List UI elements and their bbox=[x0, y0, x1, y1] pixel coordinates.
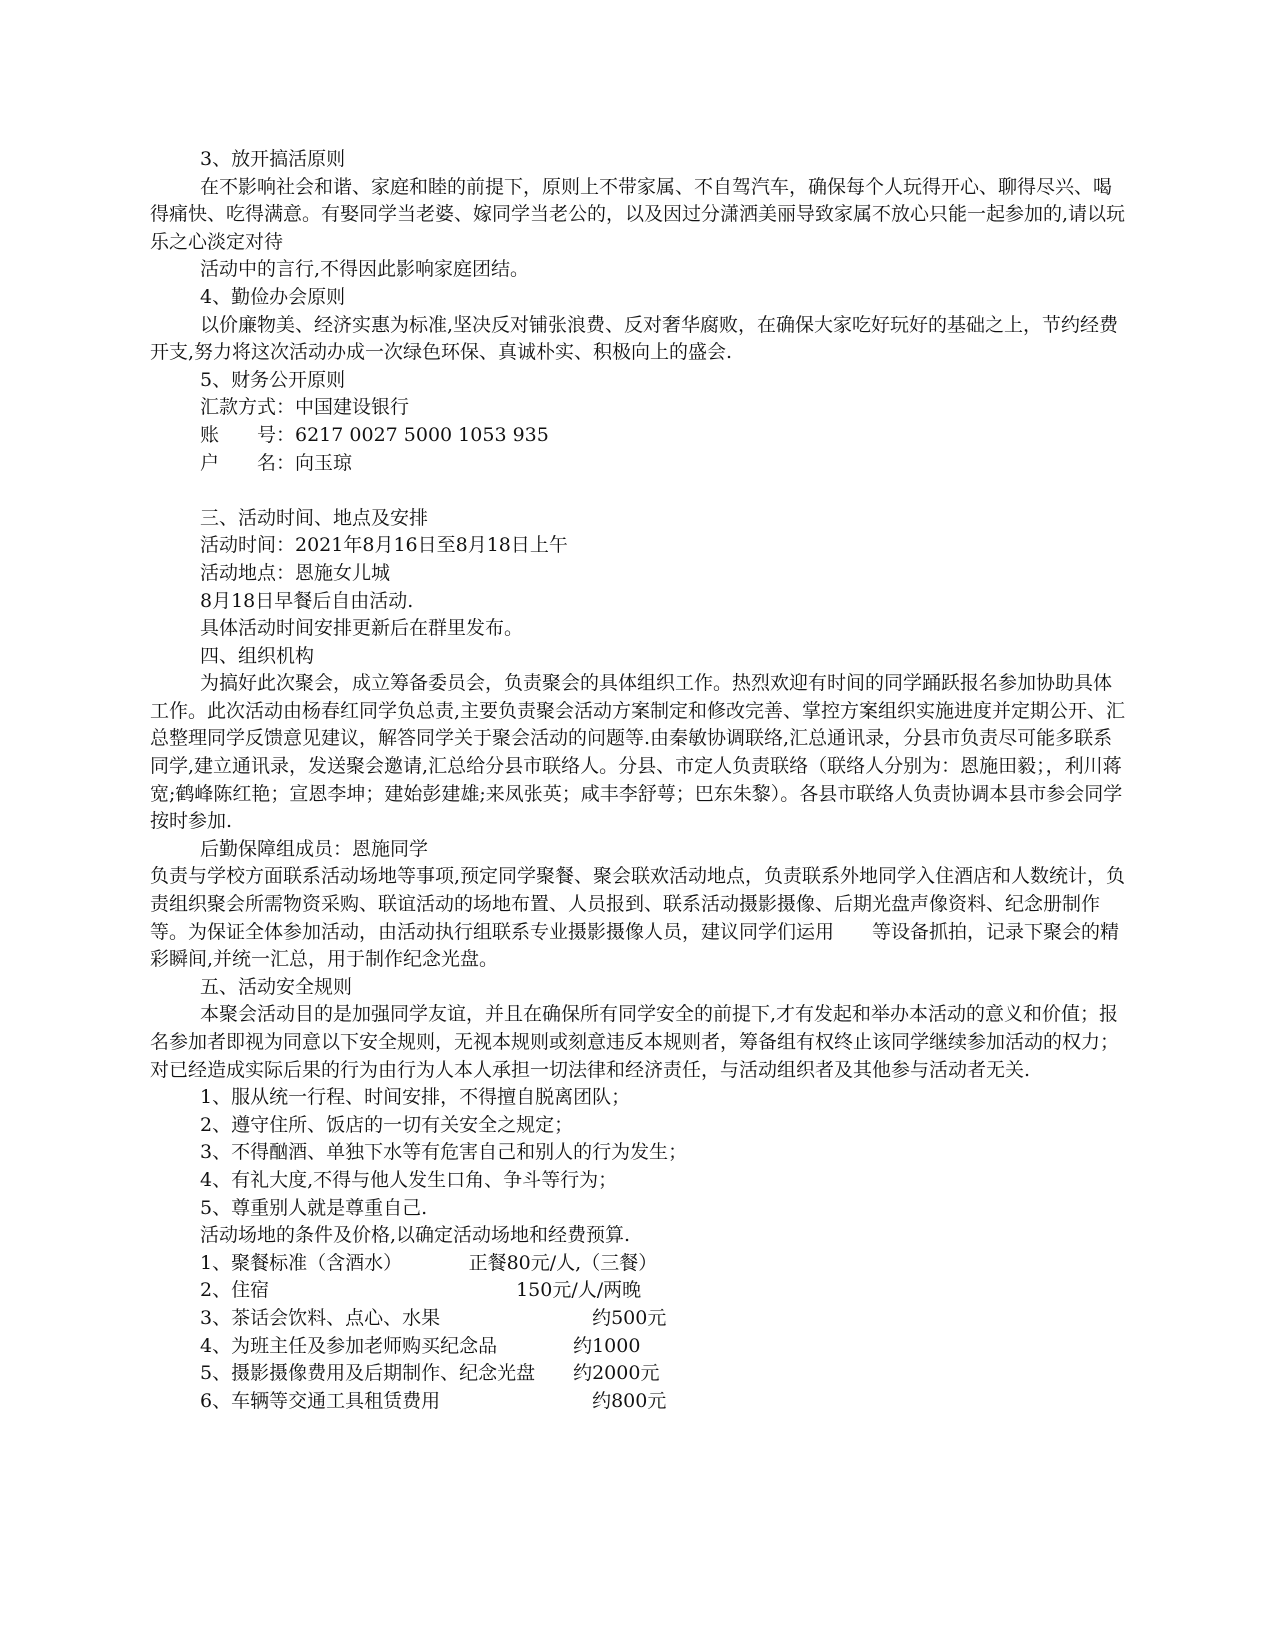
budget-item-5: 5、摄影摄像费用及后期制作、纪念光盘 约2000元 bbox=[200, 1362, 660, 1385]
account-number: 账 号：6217 0027 5000 1053 935 bbox=[200, 423, 549, 446]
section-4-title: 4、勤俭办会原则 bbox=[200, 285, 346, 308]
remit-method: 汇款方式：中国建设银行 bbox=[200, 396, 410, 419]
safety-paragraph: 本聚会活动目的是加强同学友谊，并且在确保所有同学安全的前提下,才有发起和举办本活动的意义和价值；报名参加者即视为同意以下安全规则，无视本规则或刻意违反本规则者，筹备组有权终止该同学继续参加活动的权力；对已经造成实际后果的行为由行为人本人承担一切法律和经济责任，与活动组织者及其他参与活动者无关. bbox=[150, 1003, 1120, 1081]
activity-time: 活动时间：2021年8月16日至8月18日上午 bbox=[200, 534, 568, 557]
safety-rule-4: 4、有礼大度,不得与他人发生口角、争斗等行为； bbox=[200, 1168, 618, 1191]
document-page bbox=[150, 146, 1130, 1415]
section-3-paragraph: 在不影响社会和谐、家庭和睦的前提下，原则上不带家属、不自驾汽车，确保每个人玩得开心、聊得尽兴、喝得痛快、吃得满意。有娶同学当老婆、嫁同学当老公的，以及因过分潇洒美丽导致家属不放心只能一起参加的,请以玩乐之心淡定对待 bbox=[150, 175, 1126, 253]
free-activity: 8月18日早餐后自由活动. bbox=[200, 589, 414, 612]
budget-item-4: 4、为班主任及参加老师购买纪念品 约1000 bbox=[200, 1334, 641, 1357]
section-3-title: 3、放开搞活原则 bbox=[200, 148, 346, 170]
part-4-heading: 四、组织机构 bbox=[200, 644, 315, 667]
section-3-paragraph-2: 活动中的言行,不得因此影响家庭团结。 bbox=[200, 258, 530, 281]
logistics-members: 后勤保障组成员：恩施同学 bbox=[200, 837, 429, 860]
part-3-heading: 三、活动时间、地点及安排 bbox=[200, 506, 429, 529]
budget-item-3: 3、茶话会饮料、点心、水果 约500元 bbox=[200, 1306, 667, 1329]
blank-line bbox=[150, 477, 1130, 505]
organization-paragraph: 为搞好此次聚会，成立筹备委员会，负责聚会的具体组织工作。热烈欢迎有时间的同学踊跃报名参加协助具体工作。此次活动由杨春红同学负总责,主要负责聚会活动方案制定和修改完善、掌控方案组织实施进度并定期公开、汇总整理同学反馈意见建议，解答同学关于聚会活动的问题等.由秦敏协调联络,汇总通讯录，分县市负责尽可能多联系同学,建立通讯录，发送聚会邀请,汇总给分县市联络人。分县、市定人负责联络（联络人分别为：恩施田毅；，利川蒋宽;鹤峰陈红艳；宣恩李坤；建始彭建雄;来凤张英；咸丰李舒萼；巴东朱黎）。各县市联络人负责协调本县市参会同学按时参加. bbox=[150, 672, 1126, 833]
budget-item-1: 1、聚餐标准（含酒水） 正餐80元/人,（三餐） bbox=[200, 1251, 658, 1274]
part-5-heading: 五、活动安全规则 bbox=[200, 975, 353, 998]
budget-item-6: 6、车辆等交通工具租赁费用 约800元 bbox=[200, 1389, 667, 1412]
safety-rule-3: 3、不得酗酒、单独下水等有危害自己和别人的行为发生； bbox=[200, 1141, 688, 1164]
account-holder: 户 名：向玉琼 bbox=[200, 451, 353, 474]
safety-rule-5: 5、尊重别人就是尊重自己. bbox=[200, 1196, 428, 1219]
budget-item-2: 2、住宿 150元/人/两晚 bbox=[200, 1279, 642, 1302]
section-5-title: 5、财务公开原则 bbox=[200, 368, 346, 391]
activity-place: 活动地点：恩施女儿城 bbox=[200, 561, 391, 584]
safety-rule-2: 2、遵守住所、饭店的一切有关安全之规定； bbox=[200, 1113, 574, 1136]
budget-intro: 活动场地的条件及价格,以确定活动场地和经费预算. bbox=[200, 1224, 631, 1247]
logistics-paragraph: 负责与学校方面联系活动场地等事项,预定同学聚餐、聚会联欢活动地点，负责联系外地同学入住酒店和人数统计，负责组织聚会所需物资采购、联谊活动的场地布置、人员报到、联系活动摄影摄像、后期光盘声像资料、纪念册制作等。为保证全体参加活动，由活动执行组联系专业摄影摄像人员，建议同学们运用 等设备抓拍，记录下聚会的精彩瞬间,并统一汇总，用于制作纪念光盘。 bbox=[150, 865, 1126, 971]
safety-rule-1: 1、服从统一行程、时间安排，不得擅自脱离团队； bbox=[200, 1086, 631, 1109]
section-4-paragraph: 以价廉物美、经济实惠为标准,坚决反对铺张浪费、反对奢华腐败，在确保大家吃好玩好的基础之上，节约经费开支,努力将这次活动办成一次绿色环保、真诚朴实、积极向上的盛会. bbox=[150, 313, 1119, 364]
schedule-note: 具体活动时间安排更新后在群里发布。 bbox=[200, 617, 524, 640]
